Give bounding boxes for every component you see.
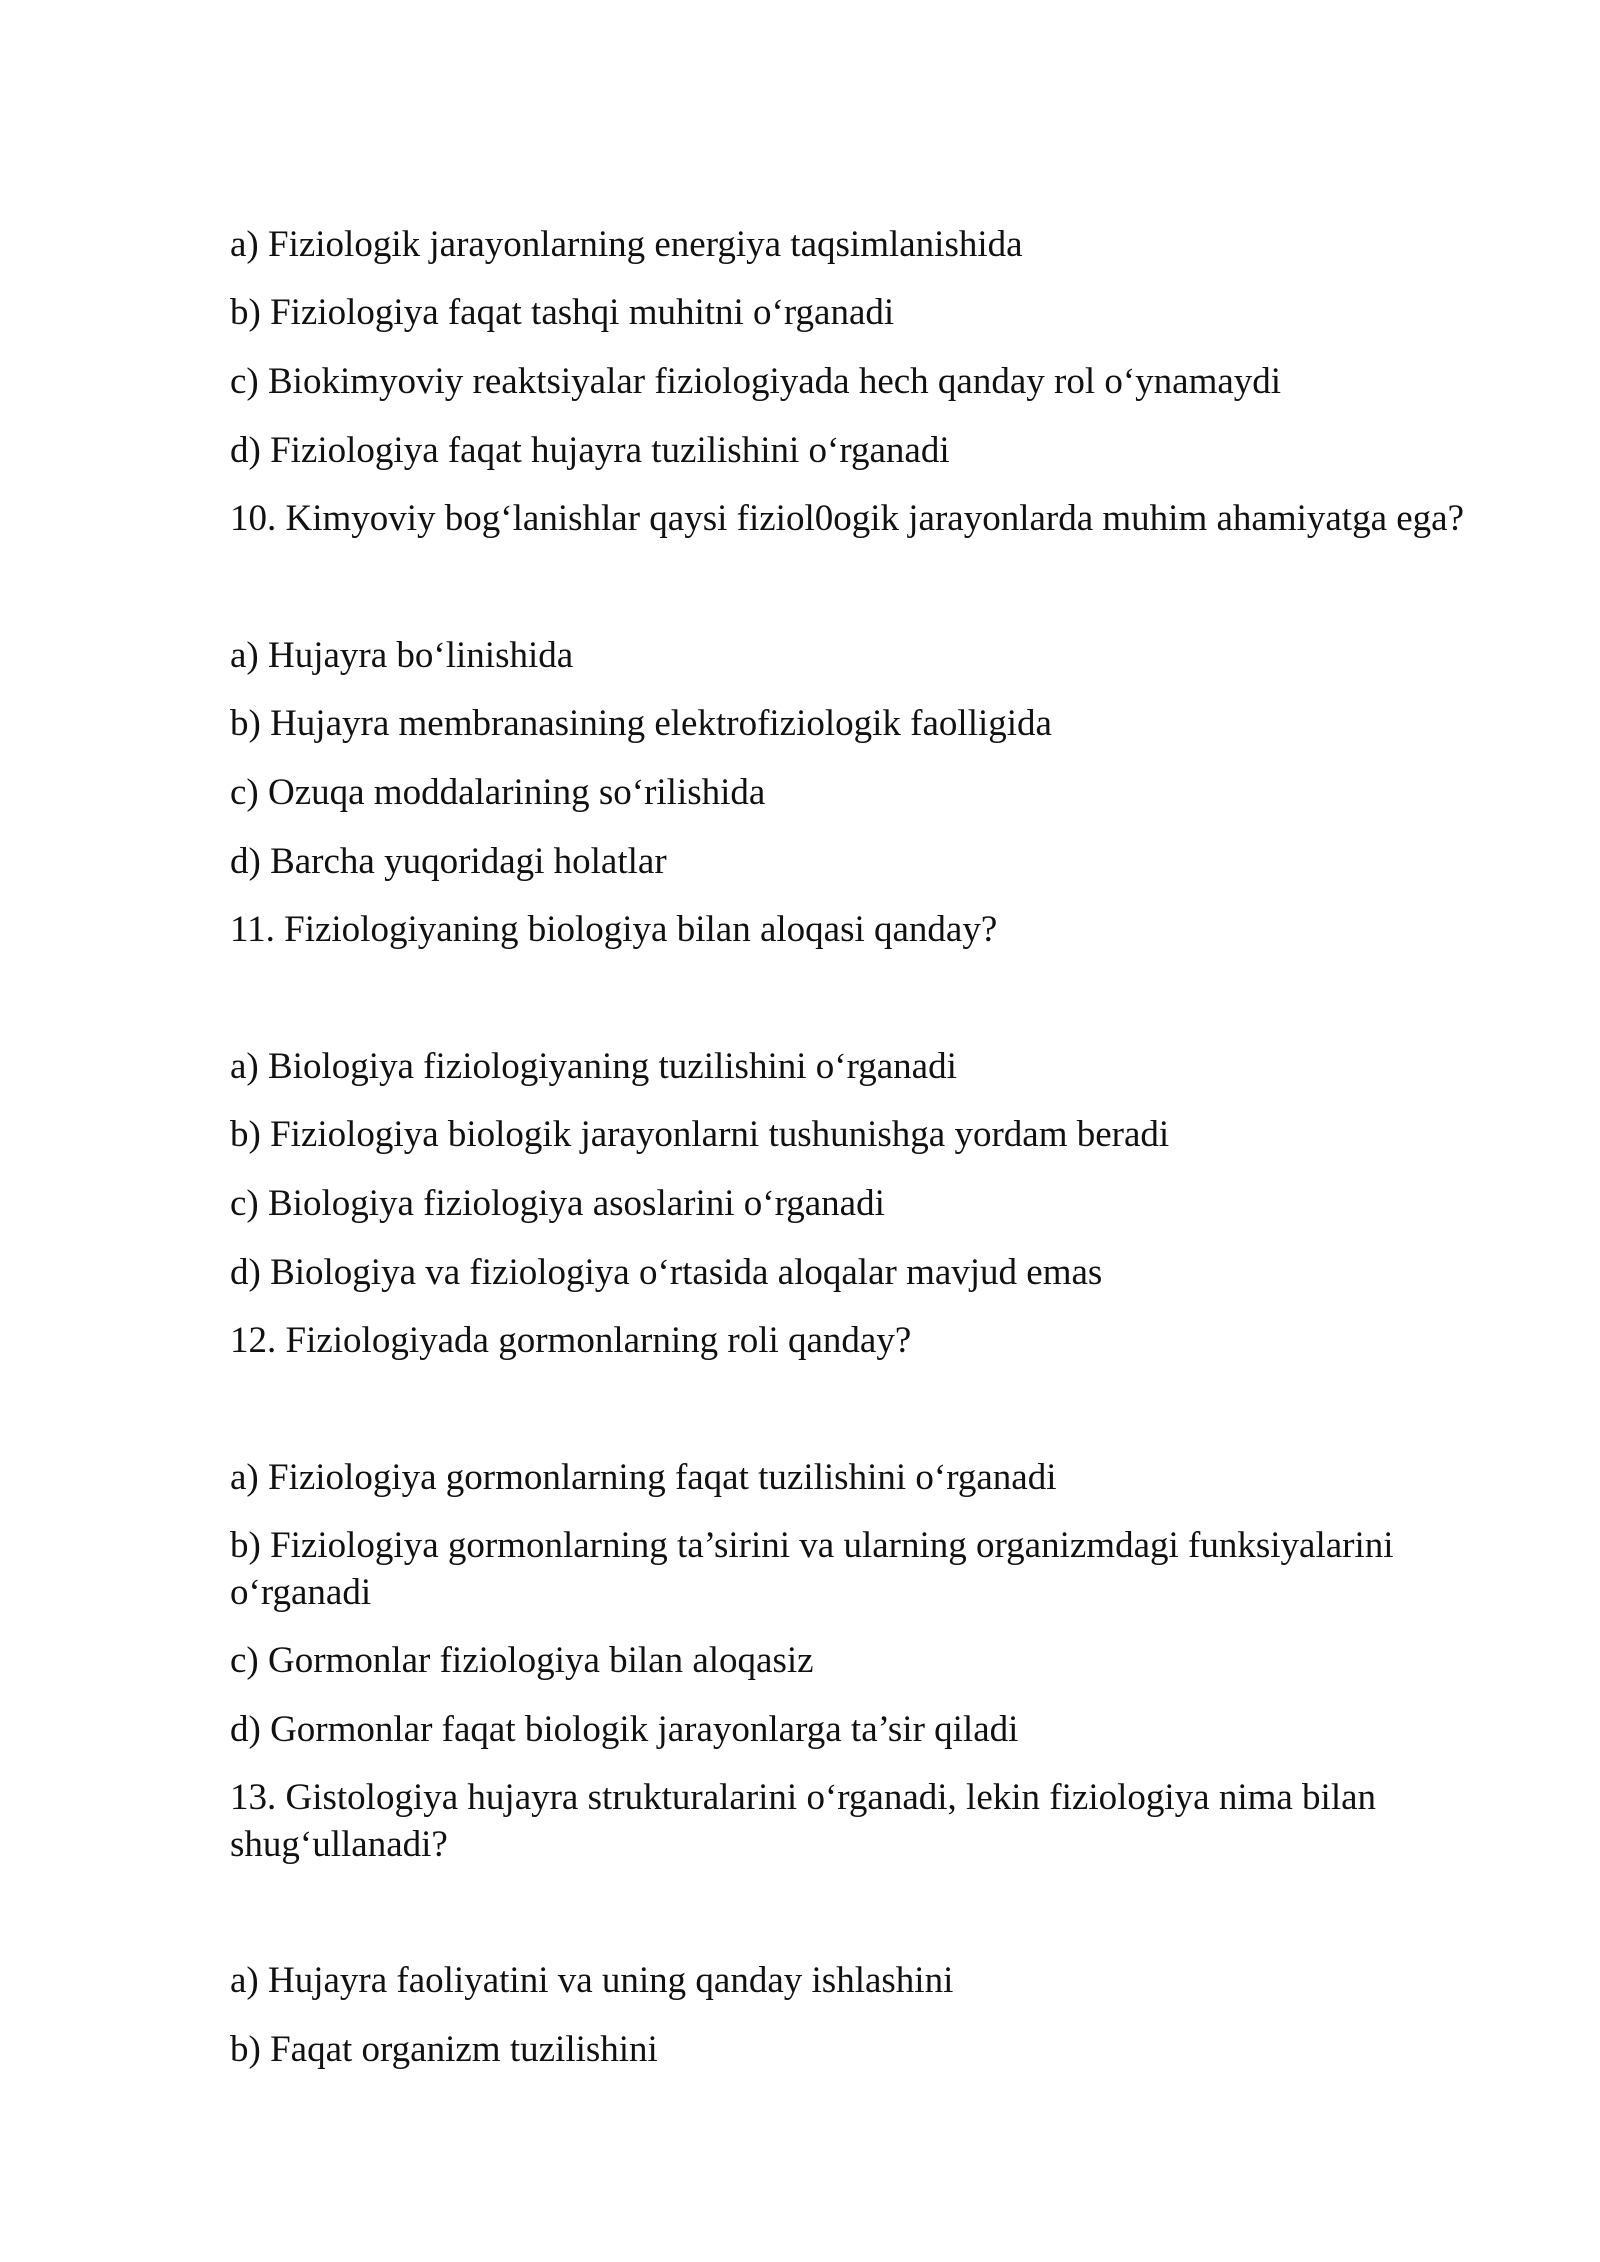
question-13: 13. Gistologiya hujayra strukturalarini o‘rganadi, lekin fiziologiya nima bilan shug‘ullanadi?: [230, 1777, 1377, 1865]
answer-option: c) Biokimyoviy reaktsiyalar fiziologiyada hech qanday rol o‘ynamaydi: [230, 361, 1282, 402]
answer-option: a) Fiziologik jarayonlarning energiya taqsimlanishida: [230, 224, 1023, 265]
answer-option: b) Fiziologiya biologik jarayonlarni tushunishga yordam beradi: [230, 1114, 1170, 1155]
answer-option: c) Gormonlar fiziologiya bilan aloqasiz: [230, 1640, 814, 1681]
answer-option: b) Fiziologiya faqat tashqi muhitni o‘rganadi: [230, 292, 895, 333]
answer-option: d) Biologiya va fiziologiya o‘rtasida aloqalar mavjud emas: [230, 1252, 1103, 1293]
question-12: 12. Fiziologiyada gormonlarning roli qanday?: [230, 1320, 912, 1361]
answer-option: d) Barcha yuqoridagi holatlar: [230, 841, 667, 882]
answer-option: c) Biologiya fiziologiya asoslarini o‘rganadi: [230, 1183, 885, 1224]
question-11: 11. Fiziologiyaning biologiya bilan aloqasi qanday?: [230, 909, 998, 950]
answer-option: c) Ozuqa moddalarining so‘rilishida: [230, 772, 766, 813]
answer-option: b) Fiziologiya gormonlarning ta’sirini va ularning organizmdagi funksiyalarini o‘rganadi: [230, 1525, 1394, 1613]
answer-option: a) Hujayra faoliyatini va uning qanday ishlashini: [230, 1960, 954, 2001]
answer-option: d) Fiziologiya faqat hujayra tuzilishini o‘rganadi: [230, 430, 950, 471]
question-10: 10. Kimyoviy bog‘lanishlar qaysi fiziol0ogik jarayonlarda muhim ahamiyatga ega?: [230, 498, 1465, 539]
answer-option: a) Biologiya fiziologiyaning tuzilishini o‘rganadi: [230, 1046, 957, 1087]
answer-option: b) Hujayra membranasining elektrofiziologik faolligida: [230, 703, 1052, 744]
answer-option: a) Fiziologiya gormonlarning faqat tuzilishini o‘rganadi: [230, 1457, 1057, 1498]
answer-option: d) Gormonlar faqat biologik jarayonlarga ta’sir qiladi: [230, 1709, 1019, 1750]
answer-option: b) Faqat organizm tuzilishini: [230, 2029, 658, 2070]
answer-option: a) Hujayra bo‘linishida: [230, 635, 574, 676]
